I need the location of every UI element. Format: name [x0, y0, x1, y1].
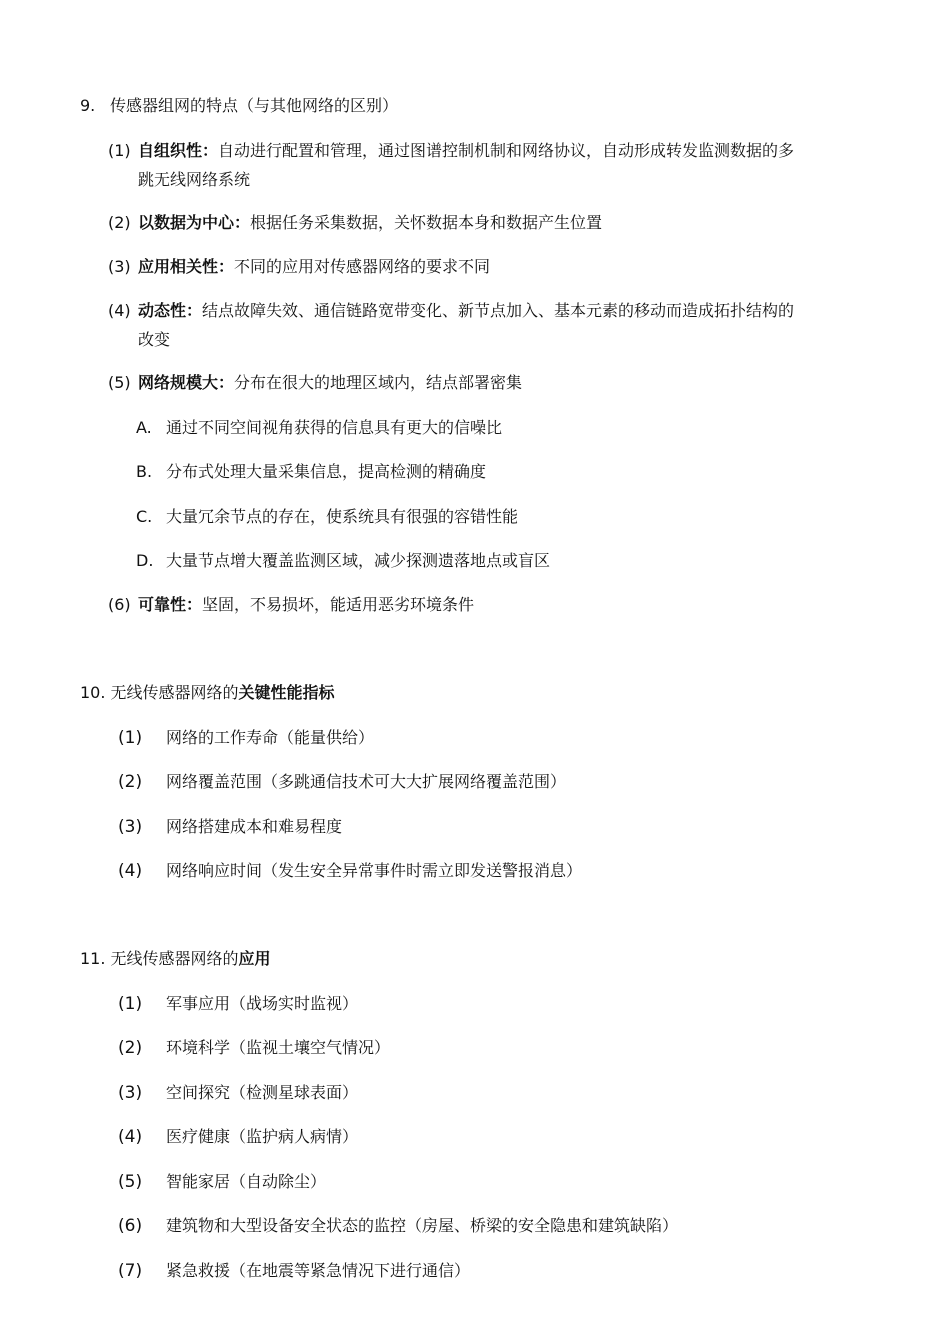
sub-item-letter: A. — [136, 418, 152, 437]
sub-item-text: 大量冗余节点的存在，使系统具有很强的容错性能 — [166, 507, 519, 526]
item-number: (2) — [108, 213, 131, 232]
item-separator: ： — [186, 595, 203, 614]
item-continuation: 跳无线网络系统 — [138, 170, 251, 189]
item-text: 分布在很大的地理区域内，结点部署密集 — [234, 373, 523, 392]
list-item — [108, 256, 490, 278]
list-item — [108, 140, 794, 162]
list-item — [118, 1126, 358, 1148]
item-number: (4) — [108, 301, 131, 320]
item-separator: ： — [218, 257, 235, 276]
sub-item-text: 大量节点增大覆盖监测区域，减少探测遗落地点或盲区 — [166, 551, 551, 570]
item-text: 根据任务采集数据，关怀数据本身和数据产生位置 — [250, 213, 603, 232]
list-item — [118, 727, 374, 749]
list-item — [118, 816, 342, 838]
sub-item — [136, 550, 550, 572]
list-item — [108, 212, 602, 234]
item-number: (1) — [118, 994, 143, 1014]
item-text: 紧急救援（在地震等紧急情况下进行通信） — [166, 1261, 471, 1280]
item-number: (2) — [118, 772, 143, 792]
section-11-heading — [80, 948, 271, 970]
item-text: 网络响应时间（发生安全异常事件时需立即发送警报消息） — [166, 861, 583, 880]
sub-item — [136, 461, 486, 483]
sub-item-letter: B. — [136, 462, 153, 481]
item-text: 环境科学（监视土壤空气情况） — [166, 1038, 391, 1057]
sub-item-letter: C. — [136, 507, 153, 526]
section-title: 10. 无线传感器网络的 — [80, 683, 239, 702]
item-term: 动态性 — [138, 301, 187, 320]
item-number: (6) — [118, 1216, 143, 1236]
item-number: (5) — [108, 373, 131, 392]
item-separator: ： — [202, 141, 219, 160]
section-9-heading — [80, 95, 398, 117]
item-term: 自组织性 — [138, 141, 203, 160]
item-term: 可靠性 — [138, 595, 187, 614]
list-item — [118, 771, 566, 793]
item-text: 自动进行配置和管理，通过图谱控制机制和网络协议，自动形成转发监测数据的多 — [218, 141, 795, 160]
sub-item-text: 通过不同空间视角获得的信息具有更大的信噪比 — [166, 418, 503, 437]
section-title: 11. 无线传感器网络的 — [80, 949, 239, 968]
item-number: (1) — [118, 728, 143, 748]
item-continuation: 改变 — [138, 330, 171, 349]
item-number: (4) — [118, 861, 143, 881]
section-10-heading — [80, 682, 335, 704]
section-title-emphasis: 应用 — [238, 949, 271, 968]
item-number: (3) — [108, 257, 131, 276]
item-separator: ： — [186, 301, 203, 320]
item-text: 空间探究（检测星球表面） — [166, 1083, 359, 1102]
sub-item-text: 分布式处理大量采集信息，提高检测的精确度 — [166, 462, 487, 481]
item-term: 以数据为中心 — [138, 213, 235, 232]
item-text: 建筑物和大型设备安全状态的监控（房屋、桥梁的安全隐患和建筑缺陷） — [166, 1216, 679, 1235]
item-separator: ： — [234, 213, 251, 232]
item-text: 网络搭建成本和难易程度 — [166, 817, 343, 836]
sub-item — [136, 417, 502, 439]
item-text: 网络覆盖范围（多跳通信技术可大大扩展网络覆盖范围） — [166, 772, 567, 791]
list-item — [108, 372, 522, 394]
sub-item-letter: D. — [136, 551, 154, 570]
list-item — [108, 594, 474, 616]
item-text: 智能家居（自动除尘） — [166, 1172, 327, 1191]
list-item — [118, 860, 582, 882]
item-text: 医疗健康（监护病人病情） — [166, 1127, 359, 1146]
list-item — [118, 1260, 470, 1282]
list-item — [118, 1171, 326, 1193]
list-item — [118, 1037, 390, 1059]
item-term: 应用相关性 — [138, 257, 219, 276]
item-number: (7) — [118, 1261, 143, 1281]
item-separator: ： — [218, 373, 235, 392]
section-number: 9. — [80, 96, 96, 115]
item-term: 网络规模大 — [138, 373, 219, 392]
section-title-emphasis: 关键性能指标 — [238, 683, 335, 702]
item-number: (1) — [108, 141, 131, 160]
item-text: 坚固，不易损坏，能适用恶劣环境条件 — [202, 595, 475, 614]
item-number: (6) — [108, 595, 131, 614]
item-text: 网络的工作寿命（能量供给） — [166, 728, 375, 747]
item-number: (3) — [118, 817, 143, 837]
item-text: 不同的应用对传感器网络的要求不同 — [234, 257, 491, 276]
list-item — [118, 1215, 678, 1237]
item-number: (2) — [118, 1038, 143, 1058]
list-item — [108, 300, 794, 322]
item-number: (4) — [118, 1127, 143, 1147]
list-item — [118, 1082, 358, 1104]
list-item — [118, 993, 358, 1015]
sub-item — [136, 506, 518, 528]
item-text: 结点故障失效、通信链路宽带变化、新节点加入、基本元素的移动而造成拓扑结构的 — [202, 301, 795, 320]
item-text: 军事应用（战场实时监视） — [166, 994, 359, 1013]
item-number: (3) — [118, 1083, 143, 1103]
item-number: (5) — [118, 1172, 143, 1192]
section-title: 传感器组网的特点（与其他网络的区别） — [110, 96, 399, 115]
